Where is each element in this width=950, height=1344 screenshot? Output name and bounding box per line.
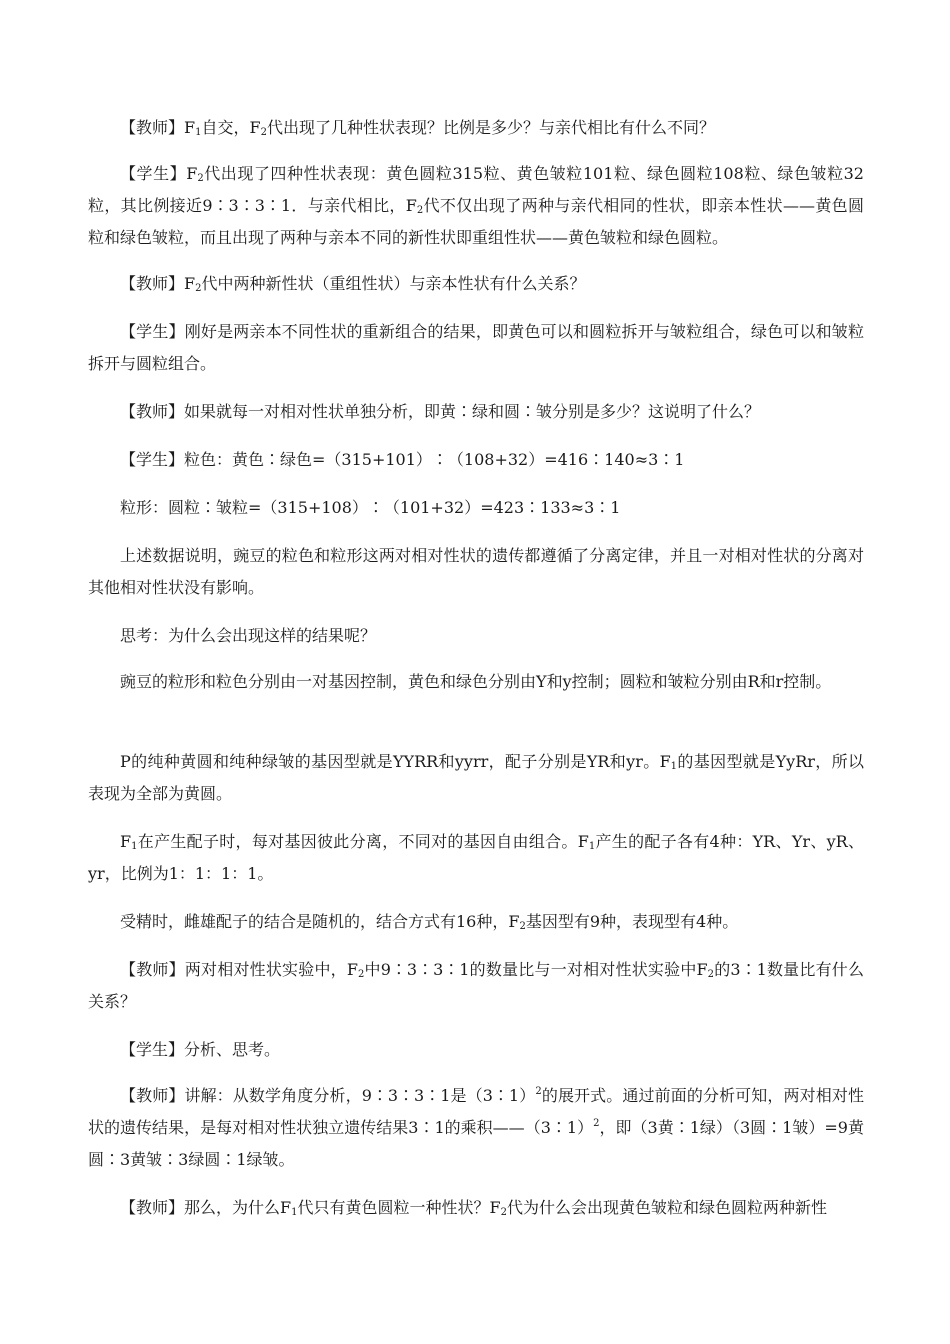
f1-gamete-paragraph: $F_1$在产生配子时，每对基因彼此分离，不同对的基因自由组合。$F_1$产生的配子各有4种：YR、Yr、yR、yr，比例为1：1：1：1。 xyxy=(88,832,864,883)
student-tag: 【学生】 xyxy=(120,164,187,183)
teacher-tag: 【教师】 xyxy=(120,274,185,293)
teacher-tag: 【教师】 xyxy=(120,402,185,421)
teacher-tag: 【教师】 xyxy=(120,960,185,979)
teacher-question-2: 【教师】$F_2$代中两种新性状（重组性状）与亲本性状有什么关系？ xyxy=(120,274,586,294)
teacher-lecture: 【教师】讲解：从数学角度分析，9∶3∶3∶1是（3∶1）$^2$的展开式。通过前面的分析可知，两对相对性状的遗传结果，是每对相对性状独立遗传结果3∶1的乘积——（3∶1）$^2$，即（3黄∶1绿）（3圆∶1皱）=9黄圆∶3黄皱∶3绿圆∶1绿皱。 xyxy=(88,1086,864,1169)
teacher-tag: 【教师】 xyxy=(120,118,185,137)
conclusion-paragraph: 上述数据说明，豌豆的粒色和粒形这两对相对性状的遗传都遵循了分离定律，并且一对相对性状的分离对其他相对性状没有影响。 xyxy=(88,546,864,597)
teacher-question-3: 【教师】如果就每一对相对性状单独分析，即黄∶绿和圆∶皱分别是多少？这说明了什么？ xyxy=(120,402,761,421)
teacher-question-1: 【教师】$F_1$自交，$F_2$代出现了几种性状表现？比例是多少？与亲代相比有什么不同？ xyxy=(120,118,715,138)
teacher-question-5: 【教师】那么，为什么$F_1$代只有黄色圆粒一种性状？$F_2$代为什么会出现黄色皱粒和绿色圆粒两种新性 xyxy=(120,1198,827,1218)
teacher-tag: 【教师】 xyxy=(120,1198,185,1217)
shape-ratio-line: 粒形：圆粒∶皱粒=（315+108）∶（101+32）=423∶133≈3∶1 xyxy=(120,498,621,517)
student-tag: 【学生】 xyxy=(120,450,185,469)
student-answer-2: 【学生】刚好是两亲本不同性状的重新组合的结果，即黄色可以和圆粒拆开与皱粒组合，绿色可以和皱粒拆开与圆粒组合。 xyxy=(88,322,864,373)
student-answer-3: 【学生】粒色：黄色∶绿色=（315+101）∶（108+32）=416∶140≈3∶1 xyxy=(120,450,685,469)
parent-genotype-paragraph: P的纯种黄圆和纯种绿皱的基因型就是YYRR和yyrr，配子分别是YR和yr。$F_1$的基因型就是YyRr，所以表现为全部为黄圆。 xyxy=(88,752,864,803)
think-question: 思考：为什么会出现这样的结果呢？ xyxy=(120,626,377,645)
student-answer-1: 【学生】$F_2$代出现了四种性状表现：黄色圆粒315粒、黄色皱粒101粒、绿色圆粒108粒、绿色皱粒32粒，其比例接近9∶3∶3∶1．与亲代相比，$F_2$代不仅出现了两种与亲代相同的性状，即亲本性状——黄色圆粒和绿色皱粒，而且出现了两种与亲本不同的新性状即重组性状——黄色皱粒和绿色圆粒。 xyxy=(88,164,864,247)
teacher-tag: 【教师】 xyxy=(120,1086,185,1105)
student-tag: 【学生】 xyxy=(120,1040,185,1059)
teacher-question-4: 【教师】两对相对性状实验中，$F_2$中9∶3∶3∶1的数量比与一对相对性状实验中$F_2$的3∶1数量比有什么关系？ xyxy=(88,960,864,1011)
fertilization-paragraph: 受精时，雌雄配子的结合是随机的，结合方式有16种，$F_2$基因型有9种，表现型有4种。 xyxy=(120,912,739,932)
gene-control-paragraph: 豌豆的粒形和粒色分别由一对基因控制，黄色和绿色分别由Y和y控制；圆粒和皱粒分别由R和r控制。 xyxy=(120,672,832,691)
student-tag: 【学生】 xyxy=(120,322,185,341)
student-answer-4: 【学生】分析、思考。 xyxy=(120,1040,281,1059)
